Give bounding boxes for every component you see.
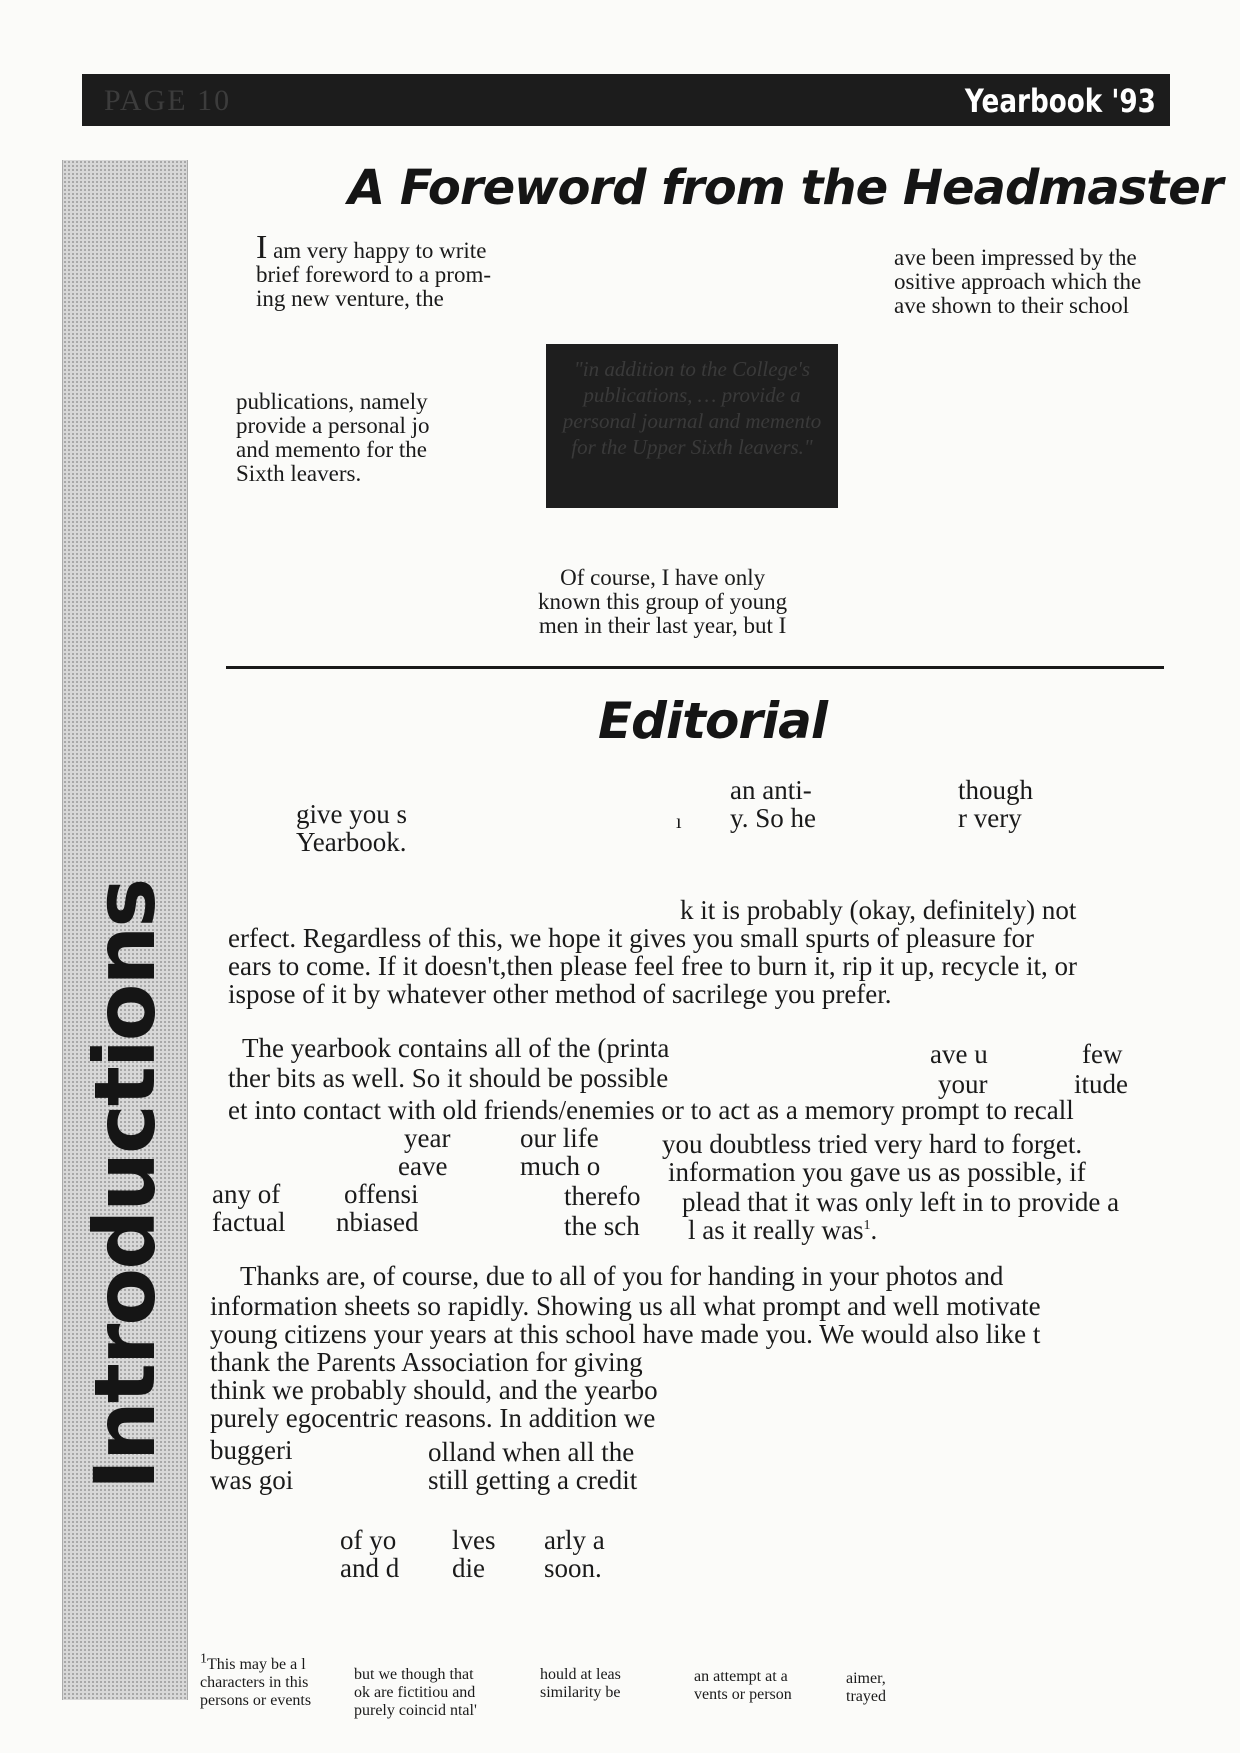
footnote-column	[540, 1666, 621, 1702]
foreword-center-column	[538, 566, 787, 638]
text-line: The yearbook contains all of the (printa	[242, 1033, 670, 1063]
foreword-right-column	[894, 246, 1141, 318]
text-line: your	[938, 1069, 988, 1099]
text-line: Yearbook.	[296, 827, 407, 857]
footnote-column	[694, 1668, 792, 1704]
pull-quote-box	[546, 344, 838, 508]
text-line: et into contact with old friends/enemies or to act as a memory prompt to recall	[228, 1095, 1074, 1125]
text-line: provide a personal jo	[236, 413, 430, 438]
text-line: was goi	[210, 1465, 294, 1495]
editorial-fragment: ı	[676, 811, 682, 833]
footnote-column	[354, 1666, 477, 1720]
text-line: lves	[452, 1525, 496, 1555]
text-line: information you gave us as possible, if	[668, 1157, 1086, 1187]
footnote-column	[200, 1651, 312, 1710]
editorial-fragment	[730, 776, 816, 832]
footnote-number: 1	[200, 1651, 207, 1667]
text-line: ears to come. If it doesn't,then please feel free to burn it, rip it up, recycle it, or	[228, 951, 1078, 981]
text-line: erfect. Regardless of this, we hope it gives you small spurts of pleasure for	[228, 923, 1035, 953]
yearbook-title: Yearbook '93	[964, 82, 1156, 120]
text-line: purely coincid ntal'	[354, 1702, 477, 1719]
editorial-paragraph-1	[228, 924, 1077, 1008]
text-line: factual	[212, 1207, 286, 1237]
text-line: Of course, I have only	[560, 565, 766, 590]
text-line: aimer,	[846, 1670, 886, 1687]
text-line: young citizens your years at this school have made you. We would also like t	[210, 1319, 1041, 1349]
text-line: trayed	[846, 1688, 886, 1705]
text-line: ther bits as well. So it should be possible	[228, 1063, 669, 1093]
text-line: few	[1082, 1039, 1123, 1069]
text-fragment: .	[870, 1215, 878, 1245]
text-line: much o	[520, 1151, 601, 1181]
text-line: Sixth leavers.	[236, 461, 362, 486]
text-line: y. So he	[730, 803, 816, 833]
text-fragment: l as it really was	[688, 1215, 864, 1245]
text-line: purely egocentric reasons. In addition we	[210, 1403, 656, 1433]
editorial-fragment	[544, 1526, 605, 1582]
editorial-title: Editorial	[598, 692, 828, 750]
text-line: give you s	[296, 799, 407, 829]
text-line: an anti-	[730, 775, 812, 805]
text-line: olland when all the	[428, 1437, 635, 1467]
drop-cap: I	[256, 229, 268, 266]
text-line: men in their last year, but I	[538, 613, 787, 638]
text-line: ositive approach which the	[894, 269, 1142, 294]
text-line: information sheets so rapidly. Showing us all what prompt and well motivate	[210, 1291, 1041, 1321]
text-line: Thanks are, of course, due to all of you for handing in your photos and	[240, 1261, 1004, 1291]
text-line: therefo	[564, 1181, 641, 1211]
text-line: known this group of young	[538, 589, 788, 614]
text-line: though	[958, 775, 1034, 805]
pull-quote: "in addition to the College's publications, … provide a personal journal and memento for the Upper Sixth leavers."	[562, 357, 822, 459]
text-line: buggeri	[210, 1435, 293, 1465]
text-line: ing new venture, the	[256, 286, 444, 311]
editorial-fragment	[296, 800, 407, 856]
text-line: plead that it was only left in to provide a	[682, 1187, 1120, 1217]
text-line: and memento for the	[236, 437, 427, 462]
text-line: die	[452, 1553, 485, 1583]
editorial-fragment	[452, 1526, 496, 1582]
text-line	[688, 1216, 877, 1244]
text-line: arly a	[544, 1525, 605, 1555]
text-line: offensi	[344, 1179, 419, 1209]
foreword-left-column	[256, 229, 492, 311]
text-line: ave shown to their school	[894, 293, 1130, 318]
text-line: eave	[398, 1151, 448, 1181]
text-line: ok are fictitiou and	[354, 1684, 476, 1701]
text-line: our life	[520, 1123, 599, 1153]
section-label: Introductions	[76, 879, 174, 1491]
header-bar	[82, 74, 1170, 126]
text-line: any of	[212, 1179, 281, 1209]
footnote-marker: 1	[863, 1218, 871, 1233]
text-line: of yo	[340, 1525, 397, 1555]
section-sidebar	[62, 160, 188, 1700]
footnote-column	[846, 1670, 886, 1706]
editorial-fragment	[958, 776, 1033, 832]
text-line: thank the Parents Association for giving	[210, 1347, 643, 1377]
header-ghost-text: PAGE 10	[104, 84, 232, 117]
text-line: but we though that	[354, 1666, 474, 1683]
text-line: still getting a credit	[428, 1465, 638, 1495]
text-line: hould at leas	[540, 1666, 621, 1683]
text-line: ispose of it by whatever other method of sacrilege you prefer.	[228, 979, 892, 1009]
text-line: k it is probably (okay, definitely) not	[680, 895, 1077, 925]
text-line: think we probably should, and the yearbo	[210, 1375, 658, 1405]
text-line: the sch	[564, 1211, 640, 1241]
text-line: ave been impressed by the	[894, 245, 1137, 270]
text-line: r very	[958, 803, 1022, 833]
text-line: year	[404, 1123, 451, 1153]
foreword-title: A Foreword from the Headmaster	[348, 160, 1223, 216]
text-line: vents or person	[694, 1686, 792, 1703]
text-line: itude	[1074, 1069, 1128, 1099]
section-divider	[226, 666, 1164, 669]
editorial-fragment	[340, 1526, 399, 1582]
text-line: am very happy to write	[267, 238, 487, 263]
text-line: and d	[340, 1553, 400, 1583]
editorial-paragraph-3	[210, 1292, 1041, 1432]
text-line: This may be a l	[207, 1656, 306, 1673]
foreword-left-middle	[236, 390, 430, 486]
text-line: soon.	[544, 1553, 602, 1583]
text-line: publications, namely	[236, 389, 428, 414]
text-line: persons or events	[200, 1692, 312, 1709]
text-line: you doubtless tried very hard to forget.	[662, 1129, 1083, 1159]
text-line: characters in this	[200, 1674, 309, 1691]
text-line: brief foreword to a prom-	[256, 262, 492, 287]
text-line: an attempt at a	[694, 1668, 788, 1685]
text-line: nbiased	[336, 1207, 419, 1237]
text-line: ave u	[930, 1039, 988, 1069]
text-line: similarity be	[540, 1684, 621, 1701]
